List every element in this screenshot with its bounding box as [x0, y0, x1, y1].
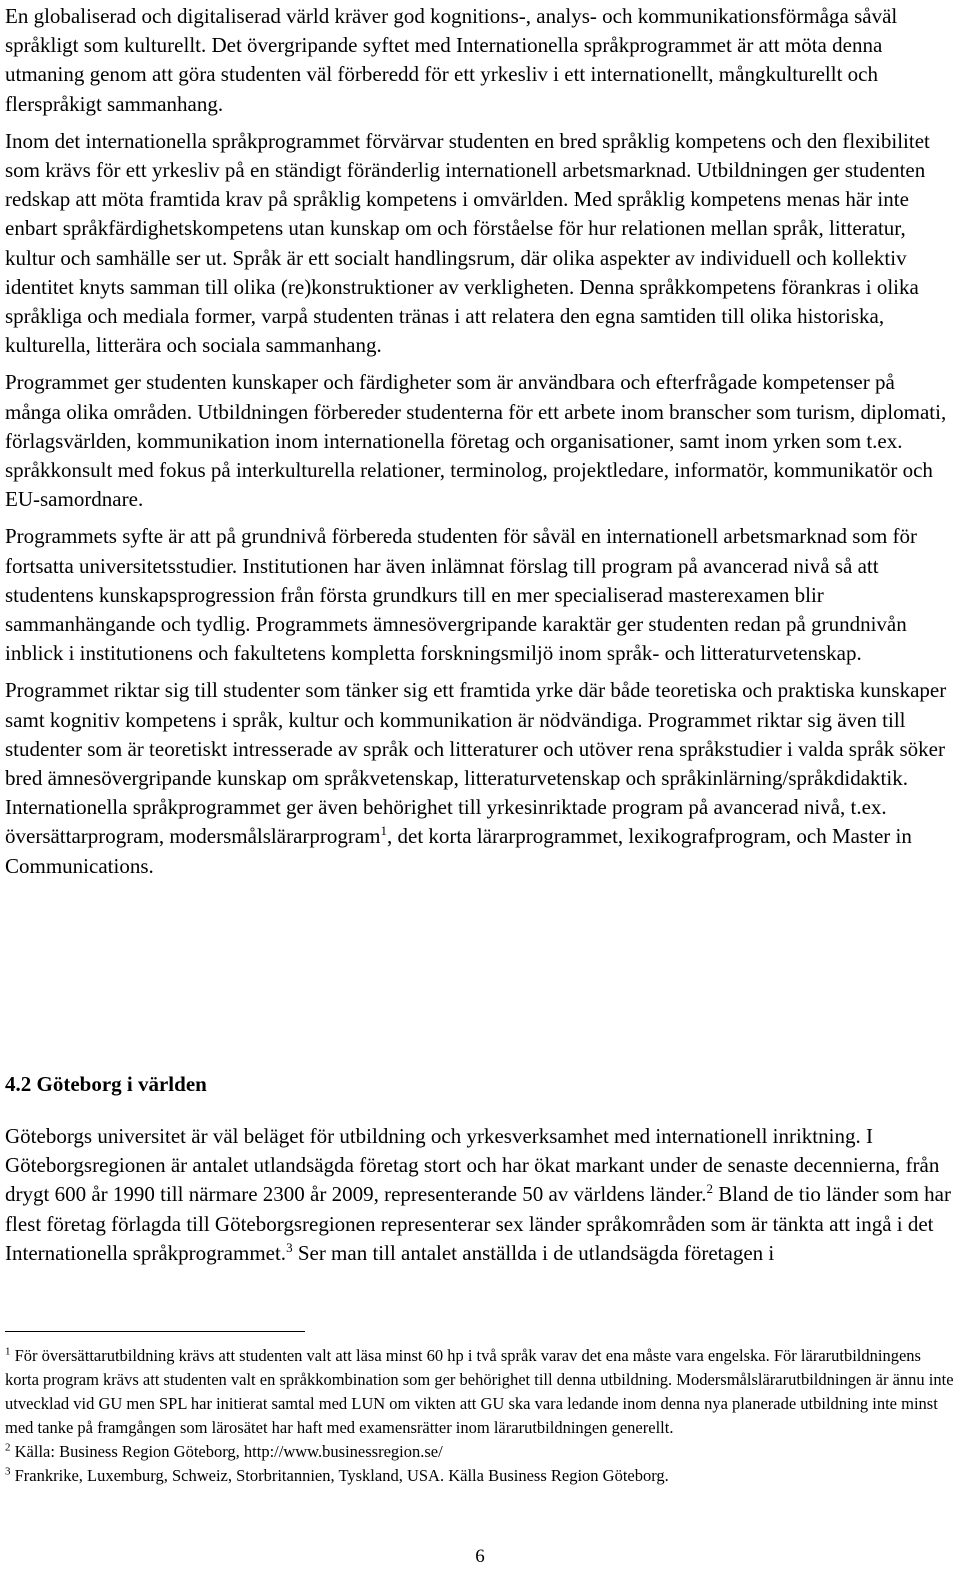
footnote-text: Källa: Business Region Göteborg, http://www.businessregion.se/ [14, 1442, 443, 1461]
footnote-text: Frankrike, Luxemburg, Schweiz, Storbritannien, Tyskland, USA. Källa Business Region Göteborg. [14, 1466, 669, 1485]
paragraph: Inom det internationella språkprogrammet förvärvar studenten en bred språklig kompetens och den flexibilitet som krävs för ett yrkesliv på en ständigt föränderlig internationell arbetsmarknad. Utbildningen ger studenten redskap att möta framtida krav på språklig kompetens i omvärlden. Med språklig kompetens menas här inte enbart språkfärdighetskompetens utan kunskap om och förståelse för hur relationen mellan språk, litteratur, kultur och samhälle ser ut. Språk är ett socialt handlingsrum, där olika aspekter av individuell och kollektiv identitet knyts samman till olika (re)konstruktioner av verkligheten. Denna språkkompetens förankras i olika språkliga och mediala former, varpå studenten tränas i att relatera den egna samtiden till olika historiska, kulturella, litterära och sociala sammanhang. [5, 128, 930, 358]
paragraph: Programmet ger studenten kunskaper och färdigheter som är användbara och efterfrågade kompetenser på många olika områden. Utbildningen förbereder studenterna för ett arbete inom branscher som turism, diplomati, förlagsvärlden, kommunikation inom internationella företag och organisationer, samt inom yrken som t.ex. språkkonsult med fokus på interkulturella relationer, terminolog, projektledare, informatör, kommunikatör och EU-samordnare. [5, 370, 947, 512]
footnote-number: 3 [5, 1465, 11, 1478]
paragraph-text: Ser man till antalet anställda i de utlandsägda företagen i [292, 1240, 775, 1265]
paragraph: Programmets syfte är att på grundnivå förbereda studenten för såväl en internationell arbetsmarknad som för fortsatta universitetsstudier. Institutionen har även inlämnat förslag till program på avancerad nivå så att studentens kunskapsprogression från första grundkurs till en mer specialiserad masterexamen blir sammanhängande och tydlig. Programmets ämnesövergripande karaktär ger studenten redan på grundnivån inblick i institutionens och fakultetens kompletta forskningsmiljö inom språk- och litteraturvetenskap. [5, 524, 918, 666]
footnote [5, 1464, 955, 1488]
footnote-ref: 3 [286, 1239, 293, 1255]
paragraph-text: Göteborgs universitet är väl beläget för utbildning och yrkesverksamhet med internationell inriktning. I Göteborgsregionen är antalet utlandsägda företag stort och har ökat markant under de senaste decennierna, från drygt 600 år 1990 till närmare 2300 år 2009, representerande 50 av världens länder. [5, 1124, 940, 1207]
paragraph [5, 1122, 955, 1268]
paragraph-text: , det korta lärarprogrammet, lexikografprogram, och Master in Communications. [5, 824, 912, 878]
footnote-ref: 1 [380, 823, 388, 839]
footnote-number: 1 [5, 1345, 11, 1358]
document-body [5, 2, 955, 881]
page-number: 6 [475, 1546, 485, 1567]
paragraph: En globaliserad och digitaliserad värld kräver god kognitions-, analys- och kommunikationsförmåga såväl språkligt som kulturellt. Det övergripande syftet med Internationella språkprogrammet är att möta denna utmaning genom att göra studenten väl förberedd för ett yrkesliv i ett internationellt, mångkulturellt och flerspråkigt sammanhang. [5, 4, 898, 116]
paragraph [5, 676, 955, 880]
footnote [5, 1344, 955, 1440]
footnote [5, 1440, 955, 1464]
footnote-text: För översättarutbildning krävs att studenten valt att läsa minst 60 hp i två språk varav det ena måste vara engelska. För lärarutbildningens korta program krävs att studenten valt en språkkombination som ger behörighet till denna utbildning. Modersmålslärarutbildningen är ännu inte utvecklad vid GU men SPL har initierat samtal med LUN om vikten att GU ska vara ledande inom denna nya planerade utbildning inte minst med tanke på framgången som lärosätet har haft med examensrätter inom lärarutbildningen generellt. [5, 1346, 954, 1437]
paragraph-text: Bland de tio länder som har flest företag förlagda till Göteborgsregionen representerar sex länder språkområden som är tänkta att ingå i det Internationella språkprogrammet. [5, 1182, 951, 1265]
footnote-ref: 2 [706, 1181, 714, 1197]
section-body [5, 1122, 955, 1268]
section-heading: 4.2 Göteborg i världen [5, 1072, 207, 1096]
footnote-number: 2 [5, 1441, 11, 1454]
footnote-separator [5, 1331, 305, 1332]
footnotes [5, 1344, 955, 1488]
paragraph-text: Programmet riktar sig till studenter som tänker sig ett framtida yrke där både teoretiska och praktiska kunskaper samt kognitiv kompetens i språk, kultur och kommunikation är nödvändiga. Programmet riktar sig även till studenter som är teoretiskt intresserade av språk och litteraturer och utöver rena språkstudier i valda språk söker bred ämnesövergripande kunskap om språkvetenskap, litteraturvetenskap och språkinlärning/språkdidaktik. Internationella språkprogrammet ger även behörighet till yrkesinriktade program på avancerad nivå, t.ex. översättarprogram, modersmålslärarprogram [5, 678, 947, 849]
